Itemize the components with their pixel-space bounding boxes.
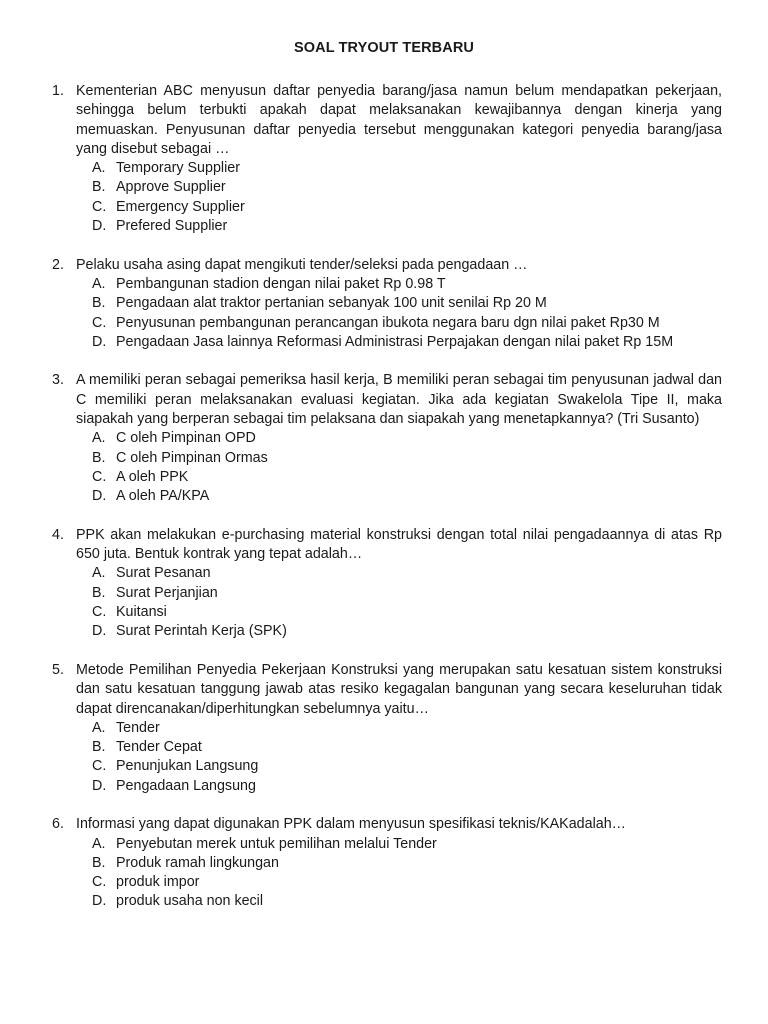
option-letter: B. — [92, 179, 106, 196]
option-letter: A. — [92, 719, 106, 736]
answer-options — [76, 835, 722, 912]
option-text: Tender Cepat — [116, 739, 202, 756]
answer-option — [92, 333, 722, 352]
answer-option — [92, 835, 722, 854]
answer-option — [92, 198, 722, 217]
question-item — [52, 256, 722, 352]
option-text: Temporary Supplier — [116, 160, 240, 177]
option-text: Pembangunan stadion dengan nilai paket Rp 0.98 T — [116, 275, 446, 292]
option-text: produk impor — [116, 874, 200, 891]
question-number: 6. — [52, 816, 64, 833]
question-text: Kementerian ABC menyusun daftar penyedia barang/jasa namun belum mendapatkan pekerjaan, sehingga belum terbukti apakah dapat melaksanakan kewajibannya dengan kinerja yang memuaskan. Penyusunan daftar penyedia tersebut menggunakan kategori penyedia barang/jasa yang disebut sebagai … — [76, 83, 722, 157]
answer-option — [92, 622, 722, 641]
answer-option — [92, 719, 722, 738]
option-letter: A. — [92, 835, 106, 852]
option-letter: D. — [92, 218, 107, 235]
option-text: Surat Perjanjian — [116, 584, 218, 601]
option-text: C oleh Pimpinan Ormas — [116, 449, 268, 466]
option-text: Kuitansi — [116, 604, 167, 621]
answer-option — [92, 892, 722, 911]
question-item — [52, 371, 722, 506]
option-letter: D. — [92, 893, 107, 910]
option-text: C oleh Pimpinan OPD — [116, 430, 256, 447]
answer-option — [92, 854, 722, 873]
answer-option — [92, 449, 722, 468]
option-text: Pengadaan Jasa lainnya Reformasi Administrasi Perpajakan dengan nilai paket Rp 15M — [116, 333, 674, 350]
option-letter: B. — [92, 584, 106, 601]
option-letter: C. — [92, 468, 107, 485]
answer-option — [92, 487, 722, 506]
answer-options — [76, 429, 722, 506]
answer-options — [76, 275, 722, 352]
option-letter: D. — [92, 777, 107, 794]
question-text: A memiliki peran sebagai pemeriksa hasil kerja, B memiliki peran sebagai tim penyusunan jadwal dan C memiliki peran melaksanakan evaluasi kegiatan. Jika ada kegiatan Swakelola Tipe II, maka siapakah yang berperan sebagai tim pelaksana dan siapakah yang menetapkannya? (Tri Susanto) — [76, 372, 722, 428]
option-letter: C. — [92, 198, 107, 215]
option-text: produk usaha non kecil — [116, 893, 264, 910]
answer-option — [92, 217, 722, 236]
question-number: 1. — [52, 83, 64, 99]
answer-option — [92, 757, 722, 776]
answer-option — [92, 178, 722, 197]
option-text: Prefered Supplier — [116, 218, 228, 235]
option-letter: A. — [92, 565, 106, 582]
option-letter: A. — [92, 160, 106, 177]
question-number: 4. — [52, 526, 64, 543]
question-number: 3. — [52, 372, 64, 389]
answer-option — [92, 159, 722, 178]
answer-option — [92, 873, 722, 892]
option-text: Tender — [116, 719, 160, 736]
option-text: Surat Perintah Kerja (SPK) — [116, 623, 287, 640]
option-text: Pengadaan alat traktor pertanian sebanyak 100 unit senilai Rp 20 M — [116, 295, 547, 312]
answer-option — [92, 777, 722, 796]
answer-option — [92, 584, 722, 603]
question-item — [52, 661, 722, 796]
question-item — [52, 815, 722, 911]
answer-option — [92, 564, 722, 583]
option-letter: D. — [92, 623, 107, 640]
option-letter: C. — [92, 874, 107, 891]
option-text: A oleh PA/KPA — [116, 488, 210, 505]
answer-options — [76, 719, 722, 796]
option-letter: A. — [92, 275, 106, 292]
question-list — [52, 82, 722, 931]
option-text: Penyusunan pembangunan perancangan ibukota negara baru dgn nilai paket Rp30 M — [116, 314, 660, 331]
page-title: SOAL TRYOUT TERBARU — [294, 40, 474, 56]
answer-option — [92, 429, 722, 448]
answer-option — [92, 603, 722, 622]
option-text: Penyebutan merek untuk pemilihan melalui Tender — [116, 835, 437, 852]
answer-options — [76, 159, 722, 236]
question-text: Metode Pemilihan Penyedia Pekerjaan Konstruksi yang merupakan satu kesatuan sistem konstruksi dan satu kesatuan tanggung jawab atas resiko kegagalan bangunan yang secara keseluruhan tidak dapat direncanakan/diperhitungkan sebelumnya yaitu… — [76, 661, 722, 717]
question-text: PPK akan melakukan e-purchasing material konstruksi dengan total nilai pengadaannya di atas Rp 650 juta. Bentuk kontrak yang tepat adalah… — [76, 526, 722, 563]
option-letter: B. — [92, 295, 106, 312]
question-number: 2. — [52, 256, 64, 273]
option-letter: D. — [92, 488, 107, 505]
option-letter: C. — [92, 604, 107, 621]
option-letter: A. — [92, 430, 106, 447]
option-text: A oleh PPK — [116, 468, 189, 485]
answer-option — [92, 294, 722, 313]
option-letter: B. — [92, 449, 106, 466]
question-number: 5. — [52, 661, 64, 678]
option-letter: B. — [92, 854, 106, 871]
option-text: Emergency Supplier — [116, 198, 245, 215]
option-letter: C. — [92, 758, 107, 775]
answer-options — [76, 564, 722, 641]
question-text: Informasi yang dapat digunakan PPK dalam menyusun spesifikasi teknis/KAKadalah… — [76, 816, 626, 833]
question-item — [52, 526, 722, 642]
answer-option — [92, 468, 722, 487]
option-letter: B. — [92, 739, 106, 756]
option-text: Penunjukan Langsung — [116, 758, 259, 775]
answer-option — [92, 314, 722, 333]
option-letter: D. — [92, 333, 107, 350]
option-letter: C. — [92, 314, 107, 331]
answer-option — [92, 738, 722, 757]
question-item — [52, 82, 722, 236]
question-text: Pelaku usaha asing dapat mengikuti tender/seleksi pada pengadaan … — [76, 256, 528, 273]
option-text: Pengadaan Langsung — [116, 777, 256, 794]
option-text: Produk ramah lingkungan — [116, 854, 279, 871]
option-text: Surat Pesanan — [116, 565, 211, 582]
answer-option — [92, 275, 722, 294]
option-text: Approve Supplier — [116, 179, 226, 196]
